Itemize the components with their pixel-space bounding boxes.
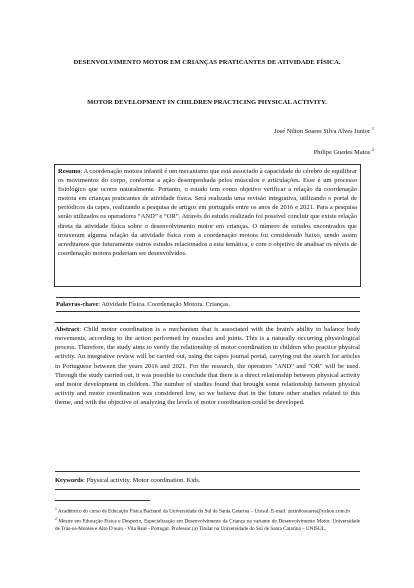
abstract-text: : Child motor coordination is a mechanism that is associated with the brain's ability to balance body movements, according to the action performed by muscles and joints. This is a naturally occurring physiological process. Therefore, the study aims to verify the relationship of motor coordination in children who practice physical activity. An integrative review will be carried out, using the capes journal portal, carrying out the search for articles in Portuguese between the years 2016 and 2021. For the research, the operators "AND" and "OR" will be used. Through the study carried out, it was possible to conclude that there is a direct relationship between physical activity and motor development in children. The number of studies found that brought some relationship between physical activity and motor coordination was considered low, so we believe that in the future other studies related to this theme, and with the objective of analyzing the levels of motor coordination could be developed. (55, 326, 360, 407)
keywords-text: : Physical activity. Motor coordination. Kids. (83, 477, 201, 484)
title-english: MOTOR DEVELOPMENT IN CHILDREN PRACTICING PHYSICAL ACTIVITY. (87, 99, 327, 106)
footnote-1-text: Acadêmico do curso de Educação Física Bacharel da Universidade do Sul de Santa Catarina – Unisul. E-mail: zezinhosoares@yahoo.com.br (56, 508, 351, 515)
abstract-label: Abstract (55, 326, 80, 333)
footnote-1-ref: 1 (55, 507, 57, 511)
abstract-section (55, 322, 360, 407)
author-1-footnote-ref: 1 (371, 126, 374, 131)
footnote-2 (55, 516, 360, 533)
author-list (274, 125, 374, 167)
resumo-box (54, 164, 361, 287)
title-portuguese: DESENVOLVIMENTO MOTOR EM CRIANÇAS PRATICANTES DE ATIVIDADE FÍSICA. (73, 59, 341, 66)
footnotes (55, 506, 360, 533)
author-1 (274, 125, 374, 136)
footnote-2-text: Mestre em Educação Física e Desporto, Especialização em Desenvolvimento da Criança na variante do Desenvolvimento Motor. Universidade de Trás-os-Montes e Alto D'ouro - Vila Real - Portugal. Professor (a) Titular na Universidade do Sul de Santa Catarina – UNISUL. (55, 518, 360, 532)
resumo-text: : A coordenação motora infantil é um mecanismo que está associado à capacidade do cérebro de equilibrar os movimentos do corpo, conforme a ação desempenhada pelos músculos e articulações. Esse é um processo fisiológico que ocorre naturalmente. Portanto, o estudo tem como objetivo verificar a relação da coordenação motora em crianças praticantes de atividade física. Será realizada uma revisão integrativa, utilizando o portal de periódicos da capes, realizando a pesquisa de artigos em português entre os anos de 2016 e 2021. Para a pesquisa serão utilizados os operadores “AND” e “OR”. Através do estudo realizado foi possível concluir que existe relação direta da atividade física sobre o desenvolvimento motor em crianças. O número de estudos encontrados que trouxeram alguma relação da atividade física com a coordenação motora foi considerado baixo, sendo assim acreditamos que futuramente outros estudos relacionados a esta temática, e com o objetivo de analisar os níveis de coordenação motora poderiam ser desenvolvidos. (58, 168, 357, 257)
palavras-chave (56, 297, 360, 312)
keywords-label: Keywords (55, 477, 84, 484)
author-2-name: Philipe Guedes Matos (313, 149, 371, 157)
footnote-divider (55, 500, 150, 501)
keywords-section (55, 471, 360, 490)
palavras-chave-text: : Atividade Física. Coordenação Motora. Crianças. (98, 301, 231, 308)
palavras-chave-label: Palavras-chave (56, 301, 99, 308)
author-2-footnote-ref: 2 (371, 147, 374, 153)
author-1-name: José Nilton Soares Silva Alves Junior (274, 128, 371, 136)
footnote-1 (55, 506, 360, 516)
author-2 (274, 146, 374, 157)
footnote-2-ref: 2 (55, 516, 57, 521)
resumo-label: Resumo (58, 168, 81, 175)
